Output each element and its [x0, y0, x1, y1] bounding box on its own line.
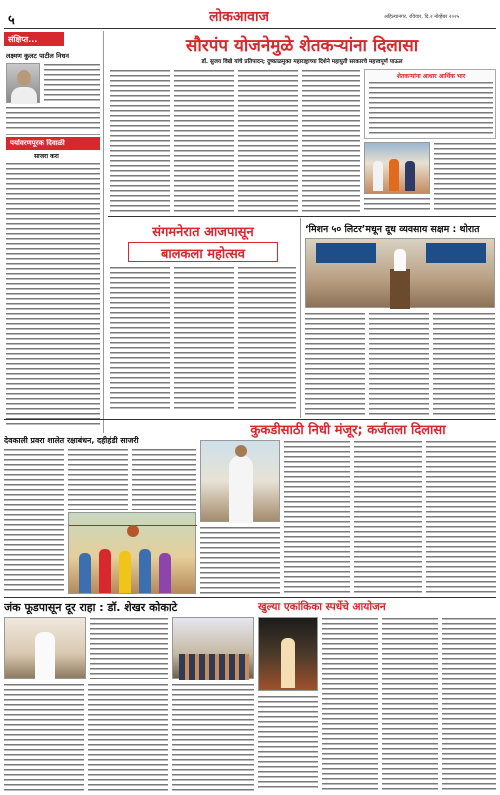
mission-col-2 — [369, 312, 429, 416]
child-2 — [99, 549, 111, 593]
devakali-headline: देवकाली प्रवरा शालेत रक्षाबंधन, दहीहंडी साजरी — [4, 436, 139, 445]
sidebar — [4, 31, 104, 433]
portrait-shoulders — [11, 87, 37, 104]
lead-photo — [364, 142, 430, 194]
masthead: लोकआवाज — [209, 9, 269, 25]
lead-col-4 — [302, 69, 360, 213]
bottom-rule — [4, 597, 496, 598]
speaker — [394, 249, 406, 271]
junk-photo-2 — [172, 617, 254, 679]
junk-col-1 — [90, 617, 168, 679]
photo-person-2 — [389, 159, 399, 191]
photo-person-1 — [373, 161, 383, 191]
junk-col-b — [88, 683, 168, 791]
stage-actor — [281, 638, 295, 688]
obituary-photo — [6, 63, 40, 103]
child-3 — [119, 551, 131, 593]
eco-diwali-box — [6, 137, 100, 150]
eco-diwali-sub: साजरा करा — [34, 153, 59, 160]
devakali-photo — [68, 512, 196, 594]
balkala-headline-2: बालकला महोत्सव — [160, 247, 246, 262]
kukdi-col-1 — [284, 440, 350, 594]
portrait-head — [17, 70, 31, 86]
divider — [6, 134, 100, 135]
balkala-headline-1: संगमनेरात आजपासून — [152, 225, 254, 240]
mission-col-3 — [433, 312, 495, 416]
obituary-text-right — [44, 63, 100, 103]
lead-subhead: डॉ. सुजय विखे यांचे प्रतिपादन; दुष्काळमुक्त महाराष्ट्राच्या दिशेने महायुती सरकारचे महत्त्वपूर्ण पाऊल — [201, 59, 403, 65]
lead-col-1 — [110, 69, 170, 213]
photo-person-3 — [405, 161, 415, 191]
lead-text-right-b — [364, 197, 430, 213]
lead-col-3 — [238, 69, 298, 213]
balkala-col-1 — [110, 266, 170, 412]
balkala-col-3 — [238, 266, 296, 412]
lead-side-box — [364, 69, 496, 139]
section-label-box — [4, 32, 64, 46]
obituary-title: लक्ष्मण कुलट पाटील निधन — [6, 52, 69, 60]
handi-pot — [127, 525, 139, 537]
mission-col-1 — [305, 312, 365, 416]
junk-headline: जंक फूडपासून दूर राहा : डॉ. शेखर कोकाटे — [4, 601, 178, 614]
child-4 — [139, 549, 151, 593]
kukdi-col-3 — [426, 440, 496, 594]
mission-photo — [305, 238, 495, 308]
junk-photo-1 — [4, 617, 86, 679]
page-number: ५ — [8, 13, 15, 28]
mission-headline: ‘मिशन ५० लिटर’मधून दूध व्यवसाय सक्षम : थोरात — [305, 224, 480, 235]
kukdi-col-0 — [200, 526, 280, 594]
obituary-text — [6, 106, 100, 130]
lead-rule — [108, 216, 496, 217]
junk-col-a — [4, 683, 84, 791]
ekankika-col-0 — [258, 695, 318, 791]
kukdi-col-2 — [354, 440, 422, 594]
doctor-figure — [35, 632, 55, 680]
banner — [316, 243, 376, 263]
kukdi-person-head — [235, 445, 247, 457]
lead-box-title: शेतकऱ्यांना आधार आर्थिक भार — [396, 73, 466, 80]
kukdi-person — [229, 455, 253, 523]
ekankika-col-1 — [322, 617, 378, 791]
balkala-section — [108, 218, 298, 415]
lead-headline: सौरपंप योजनेमुळे शेतकऱ्यांना दिलासा — [185, 36, 419, 56]
kukdi-headline: कुकडीसाठी निधी मंजूर; कर्जतला दिलासा — [250, 423, 446, 438]
page-header — [4, 4, 496, 30]
junk-col-c — [172, 683, 254, 791]
devakali-col-1 — [4, 448, 64, 594]
eco-diwali-title: पर्यावरणपूरक दिवाळी — [10, 139, 65, 147]
audience — [179, 654, 249, 680]
lead-box-text — [369, 81, 493, 137]
eco-diwali-text — [6, 162, 100, 428]
kukdi-photo — [200, 440, 280, 522]
section-label: संक्षिप्त... — [8, 35, 38, 44]
podium — [390, 269, 410, 309]
child-1 — [79, 553, 91, 593]
dateline: अहिल्यानगर, रविवार, दि.२ नोव्हेंबर २०२५ — [384, 14, 460, 20]
banner-2 — [426, 243, 486, 263]
mission-section — [300, 218, 496, 418]
balkala-col-2 — [174, 266, 234, 412]
ekankika-photo — [258, 617, 318, 691]
child-5 — [159, 553, 171, 593]
ekankika-headline: खुल्या एकांकिका स्पर्धेचे आयोजन — [258, 601, 386, 613]
devakali-col-3 — [132, 448, 196, 510]
header-rule — [4, 28, 496, 29]
devakali-col-2 — [68, 448, 128, 510]
lead-col-2 — [174, 69, 234, 213]
lead-text-right-a — [434, 142, 496, 213]
balkala-headline-2-box — [128, 242, 278, 262]
ekankika-col-3 — [442, 617, 496, 791]
ekankika-col-2 — [382, 617, 438, 791]
